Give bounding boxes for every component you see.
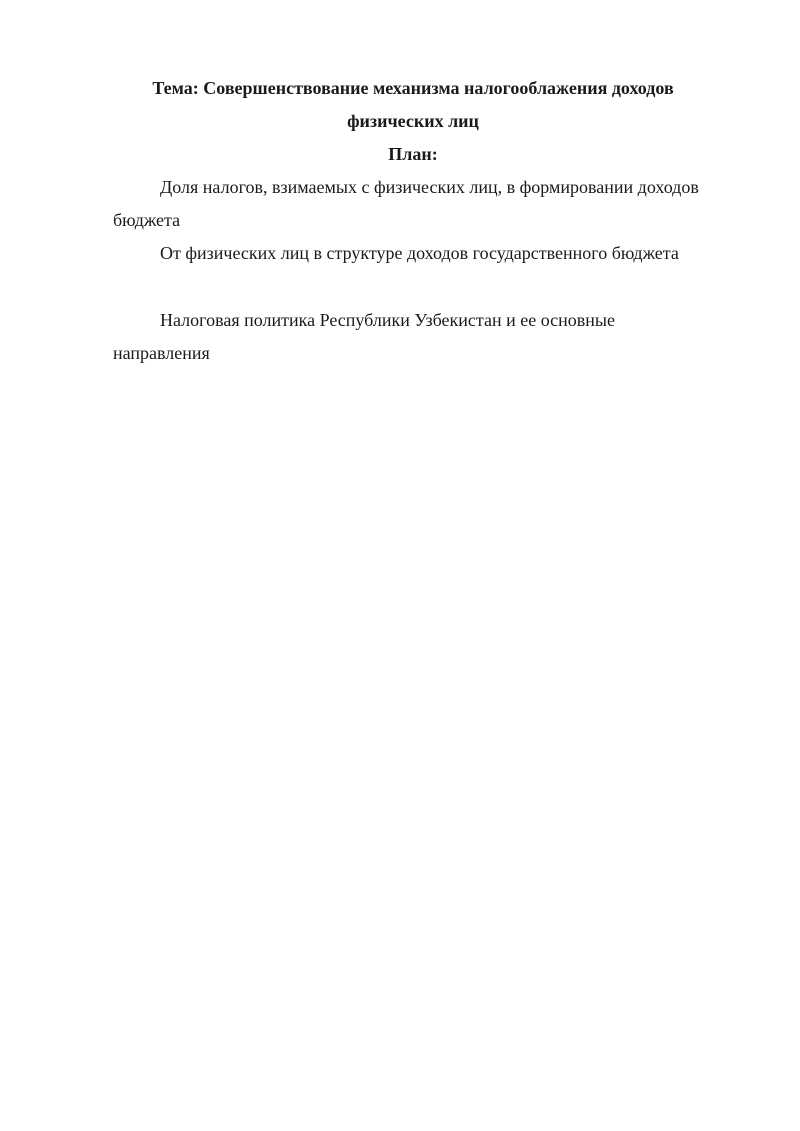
- plan-heading: План:: [388, 144, 438, 164]
- plan-item-2: От физических лиц в структуре доходов государственного бюджета: [160, 243, 679, 263]
- plan-item-1: Доля налогов, взимаемых с физических лиц, в формировании доходов бюджета: [113, 177, 699, 230]
- plan-item-3: Налоговая политика Республики Узбекистан и ее основные направления: [113, 310, 616, 363]
- document-body: [113, 72, 713, 370]
- title-line-1: Тема: Совершенствование механизма налогооблажения доходов: [152, 78, 674, 98]
- document-title: [113, 72, 713, 138]
- paragraph-spacer: [113, 270, 713, 304]
- title-line-2: физических лиц: [347, 111, 479, 131]
